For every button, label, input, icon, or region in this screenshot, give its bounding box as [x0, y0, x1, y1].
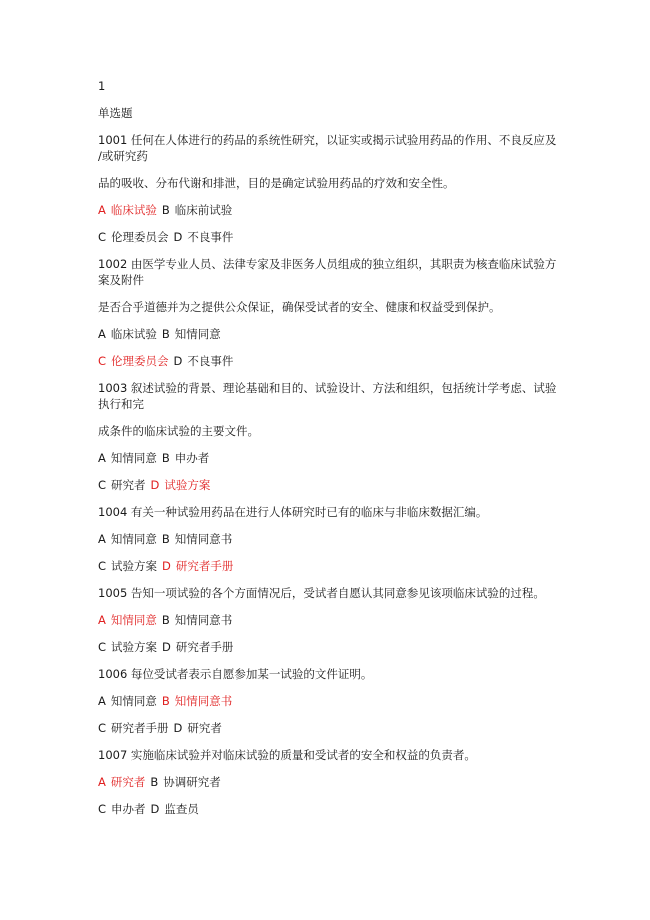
option-d [174, 230, 234, 244]
option-text: 知情同意书 [174, 532, 233, 546]
option-c [98, 354, 169, 368]
option-text: 研究者手册 [175, 559, 234, 573]
option-row [98, 531, 560, 547]
option-letter: D [150, 802, 160, 816]
option-row [98, 450, 560, 466]
option-letter: D [173, 230, 183, 244]
question-stem-continued: 成条件的临床试验的主要文件。 [98, 424, 259, 438]
option-d [174, 354, 234, 368]
option-c [98, 478, 146, 492]
option-row [98, 229, 560, 245]
option-letter: B [161, 613, 170, 627]
option-letter: A [98, 775, 106, 789]
option-letter: C [98, 640, 107, 654]
option-a [98, 775, 145, 789]
document-body [98, 78, 560, 828]
option-row [98, 612, 560, 628]
option-c [98, 802, 146, 816]
option-letter: D [162, 640, 171, 654]
option-letter: C [98, 478, 107, 492]
option-text: 伦理委员会 [111, 230, 169, 244]
option-b [162, 203, 232, 217]
option-text: 临床试验 [110, 203, 157, 217]
option-a [98, 451, 157, 465]
option-text: 申办者 [174, 451, 210, 465]
option-text: 知情同意 [110, 694, 157, 708]
option-letter: D [150, 478, 160, 492]
option-row [98, 326, 560, 342]
option-d [174, 721, 222, 735]
option-text: 知情同意 [110, 532, 157, 546]
option-letter: D [173, 721, 183, 735]
option-a [98, 694, 157, 708]
section-title: 单选题 [98, 106, 133, 120]
question-stem: 1005 告知一项试验的各个方面情况后，受试者自愿认其同意参见该项临床试验的过程。 [98, 586, 545, 600]
option-letter: B [161, 694, 170, 708]
option-b [162, 532, 232, 546]
question-stem: 1003 叙述试验的背景、理论基础和目的、试验设计、方法和组织，包括统计学考虑、试验执行和完 [98, 381, 557, 411]
option-text: 临床前试验 [174, 203, 233, 217]
option-b [162, 694, 232, 708]
option-letter: C [98, 802, 107, 816]
option-c [98, 721, 169, 735]
option-row [98, 353, 560, 369]
option-text: 临床试验 [110, 327, 157, 341]
option-letter: B [161, 327, 170, 341]
option-letter: A [98, 613, 106, 627]
option-d [151, 478, 211, 492]
option-a [98, 327, 157, 341]
option-text: 研究者 [187, 721, 222, 735]
option-text: 监查员 [164, 802, 199, 816]
question-stem: 1004 有关一种试验用药品在进行人体研究时已有的临床与非临床数据汇编。 [98, 505, 488, 519]
option-b [162, 451, 209, 465]
option-text: 研究者手册 [175, 640, 234, 654]
option-letter: A [98, 694, 106, 708]
question-stem: 1006 每位受试者表示自愿参加某一试验的文件证明。 [98, 667, 373, 681]
option-row [98, 801, 560, 817]
option-text: 试验方案 [111, 640, 158, 654]
option-row [98, 720, 560, 736]
option-a [98, 613, 157, 627]
option-text: 申办者 [111, 802, 146, 816]
option-text: 研究者 [111, 478, 146, 492]
option-letter: B [161, 532, 170, 546]
option-a [98, 203, 157, 217]
option-letter: D [173, 354, 183, 368]
option-row [98, 639, 560, 655]
option-b [162, 613, 232, 627]
option-d [162, 559, 233, 573]
option-text: 伦理委员会 [111, 354, 169, 368]
question-stem: 1001 任何在人体进行的药品的系统性研究，以证实或揭示试验用药品的作用、不良反应及 /或研究药 [98, 133, 557, 163]
option-letter: C [98, 230, 107, 244]
option-row [98, 477, 560, 493]
option-row [98, 774, 560, 790]
option-c [98, 559, 157, 573]
question-stem: 1002 由医学专业人员、法律专家及非医务人员组成的独立组织，其职责为核查临床试验方案及附件 [98, 257, 557, 287]
option-letter: A [98, 203, 106, 217]
option-letter: B [161, 203, 170, 217]
option-letter: D [162, 559, 171, 573]
option-text: 研究者 [110, 775, 146, 789]
option-letter: C [98, 354, 107, 368]
option-b [150, 775, 220, 789]
option-text: 试验方案 [111, 559, 158, 573]
question-stem: 1007 实施临床试验并对临床试验的质量和受试者的安全和权益的负责者。 [98, 748, 476, 762]
option-letter: C [98, 559, 107, 573]
option-text: 不良事件 [187, 354, 234, 368]
option-text: 知情同意 [110, 613, 157, 627]
option-text: 不良事件 [187, 230, 234, 244]
option-text: 协调研究者 [163, 775, 221, 789]
option-letter: B [161, 451, 170, 465]
option-row [98, 202, 560, 218]
option-d [162, 640, 233, 654]
option-letter: C [98, 721, 107, 735]
option-d [151, 802, 199, 816]
option-letter: A [98, 451, 106, 465]
page-number: 1 [98, 79, 106, 93]
option-letter: A [98, 532, 106, 546]
option-text: 知情同意书 [174, 613, 233, 627]
option-letter: B [150, 775, 159, 789]
option-letter: A [98, 327, 106, 341]
question-stem-continued: 是否合乎道德并为之提供公众保证，确保受试者的安全、健康和权益受到保护。 [98, 300, 501, 314]
option-text: 研究者手册 [111, 721, 169, 735]
option-a [98, 532, 157, 546]
option-text: 试验方案 [164, 478, 211, 492]
option-text: 知情同意 [174, 327, 221, 341]
option-row [98, 558, 560, 574]
option-b [162, 327, 221, 341]
option-row [98, 693, 560, 709]
question-stem-continued: 品的吸收、分布代谢和排泄，目的是确定试验用药品的疗效和安全性。 [98, 176, 455, 190]
option-text: 知情同意书 [174, 694, 233, 708]
option-text: 知情同意 [110, 451, 157, 465]
option-c [98, 640, 157, 654]
option-c [98, 230, 169, 244]
